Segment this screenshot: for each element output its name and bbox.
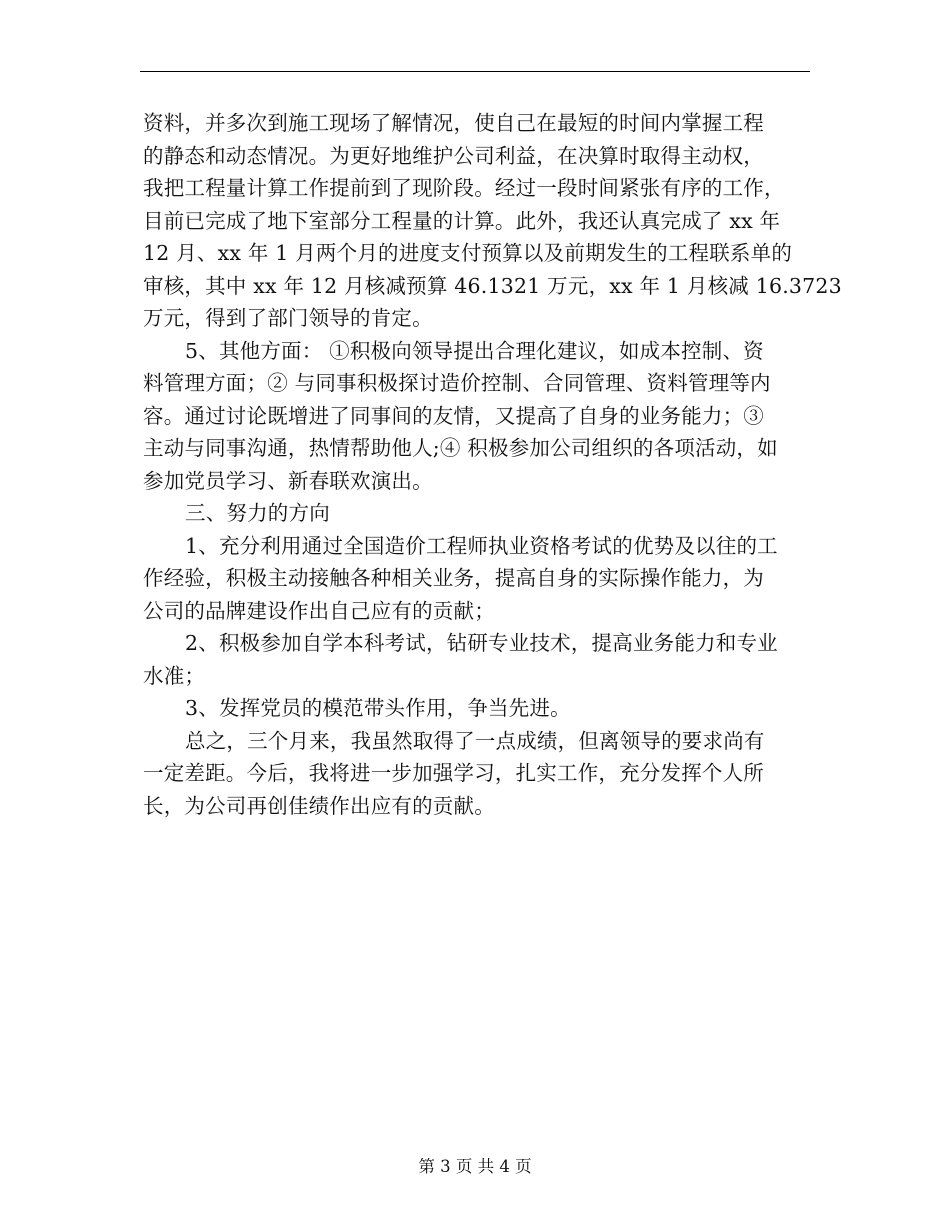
text-line: 12 月、xx 年 1 月两个月的进度支付预算以及前期发生的工程联系单的	[143, 241, 793, 265]
text-line: 参加党员学习、新春联欢演出。	[143, 468, 433, 493]
paragraph-start: 5、其他方面： ①积极向领导提出合理化建议，如成本控制、资	[185, 338, 764, 363]
paragraph-start: 1、充分利用通过全国造价工程师执业资格考试的优势及以往的工	[185, 533, 778, 558]
text-line: 公司的品牌建设作出自己应有的贡献；	[143, 598, 495, 623]
text-line: 我把工程量计算工作提前到了现阶段。经过一段时间紧张有序的工作，	[143, 176, 785, 200]
text-line: 目前已完成了地下室部分工程量的计算。此外，我还认真完成了 xx 年	[143, 208, 781, 233]
text-line: 一定差距。今后，我将进一步加强学习，扎实工作，充分发挥个人所	[143, 761, 764, 785]
header-rule	[140, 71, 810, 72]
text-line: 审核，其中 xx 年 12 月核减预算 46.1321 万元，xx 年 1 月核减 16.3723	[143, 273, 842, 298]
page-footer: 第 3 页 共 4 页	[418, 1157, 532, 1176]
text-line: 的静态和动态情况。为更好地维护公司利益，在决算时取得主动权，	[143, 143, 764, 168]
text-line: 万元，得到了部门领导的肯定。	[143, 306, 433, 330]
paragraph-start: 2、积极参加自学本科考试，钻研专业技术，提高业务能力和专业	[185, 631, 778, 655]
document-body	[143, 107, 842, 822]
text-line: 长，为公司再创佳绩作出应有的贡献。	[143, 793, 495, 818]
paragraph-start: 总之，三个月来，我虽然取得了一点成绩，但离领导的要求尚有	[185, 728, 765, 753]
text-line: 主动与同事沟通，热情帮助他人;④ 积极参加公司组织的各项活动，如	[143, 436, 778, 460]
text-line: 作经验，积极主动接触各种相关业务，提高自身的实际操作能力，为	[143, 566, 764, 590]
text-line: 水准；	[143, 663, 206, 688]
section-heading: 三、努力的方向	[185, 501, 330, 525]
paragraph-start: 3、发挥党员的模范带头作用，争当先进。	[185, 696, 571, 720]
text-line: 料管理方面；② 与同事积极探讨造价控制、合同管理、资料管理等内	[143, 371, 771, 395]
text-line: 容。通过讨论既增进了同事间的友情，又提高了自身的业务能力；③	[143, 403, 764, 428]
text-line: 资料，并多次到施工现场了解情况，使自己在最短的时间内掌握工程	[143, 111, 764, 135]
